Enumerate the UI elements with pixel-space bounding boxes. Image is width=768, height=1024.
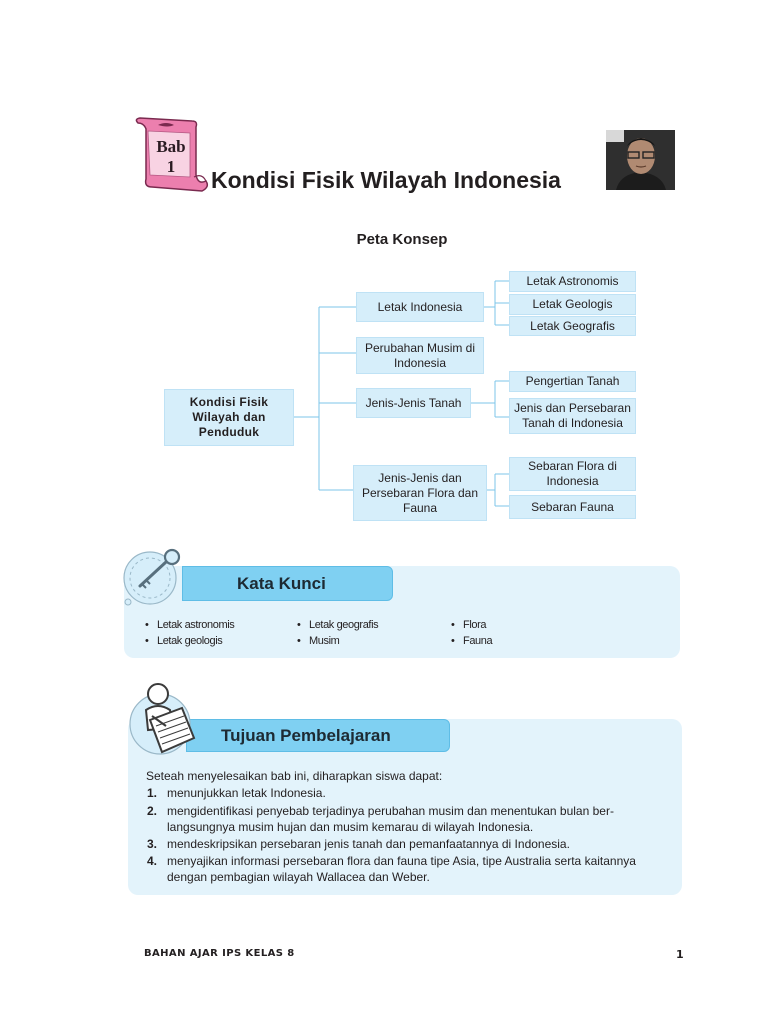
objective-text: mendeskripsikan persebaran jenis tanah dan pemanfaatannya di Indonesia. xyxy=(167,837,570,851)
concept-leaf-sebaran-flora: Sebaran Flora di Indonesia xyxy=(509,457,636,491)
objective-number: 2. xyxy=(147,804,158,818)
concept-root: Kondisi Fisik Wilayah dan Penduduk xyxy=(164,389,294,446)
concept-leaf-letak-geologis: Letak Geologis xyxy=(509,294,636,315)
concept-leaf-letak-geografis: Letak Geografis xyxy=(509,316,636,336)
page-number: 1 xyxy=(676,948,684,961)
concept-leaf-letak-astronomis: Letak Astronomis xyxy=(509,271,636,292)
concept-branch-perubahan-musim: Perubahan Musim di Indonesia xyxy=(356,337,484,374)
chapter-badge-label: Bab 1 xyxy=(156,137,186,176)
objective-text: menunjukkan letak Indonesia. xyxy=(167,786,326,800)
chapter-title: Kondisi Fisik Wilayah Indonesia xyxy=(211,167,561,193)
concept-map-heading: Peta Konsep xyxy=(356,231,448,248)
keyword-item: • Letak geografis xyxy=(297,619,378,631)
objective-text: menyajikan informasi persebaran flora dan fauna tipe Asia, tipe Australia serta kaitannya xyxy=(167,854,636,868)
objectives-title: Tujuan Pembelajaran xyxy=(186,719,450,752)
keyword-item: • Letak geologis xyxy=(145,635,222,647)
objective-text: mengidentifikasi penyebab terjadinya perubahan musim dan menentukan bulan ber- xyxy=(167,804,614,818)
author-photo xyxy=(606,130,675,190)
student-reading-icon xyxy=(124,680,204,760)
concept-branch-flora-fauna: Jenis-Jenis dan Persebaran Flora dan Fauna xyxy=(353,465,487,521)
key-icon xyxy=(118,542,194,612)
objective-number: 3. xyxy=(147,837,158,851)
keyword-item: • Fauna xyxy=(451,635,492,647)
objective-number: 4. xyxy=(147,854,158,868)
concept-branch-letak-indonesia: Letak Indonesia xyxy=(356,292,484,322)
objective-number: 1. xyxy=(147,786,158,800)
concept-leaf-persebaran-tanah: Jenis dan Persebaran Tanah di Indonesia xyxy=(509,398,636,434)
footer-title: BAHAN AJAR IPS KELAS 8 xyxy=(144,948,295,959)
objective-text: dengan pembagian wilayah Wallacea dan Weber. xyxy=(167,870,430,884)
concept-branch-jenis-tanah: Jenis-Jenis Tanah xyxy=(356,388,471,418)
concept-leaf-pengertian-tanah: Pengertian Tanah xyxy=(509,371,636,392)
keyword-item: • Flora xyxy=(451,619,486,631)
keywords-title: Kata Kunci xyxy=(182,566,393,601)
objectives-intro: Seteah menyelesaikan bab ini, diharapkan siswa dapat: xyxy=(146,769,443,783)
objective-text: langsungnya musim hujan dan musim kemarau di wilayah Indonesia. xyxy=(167,820,534,834)
keyword-item: • Musim xyxy=(297,635,339,647)
keyword-item: • Letak astronomis xyxy=(145,619,234,631)
concept-leaf-sebaran-fauna: Sebaran Fauna xyxy=(509,495,636,519)
